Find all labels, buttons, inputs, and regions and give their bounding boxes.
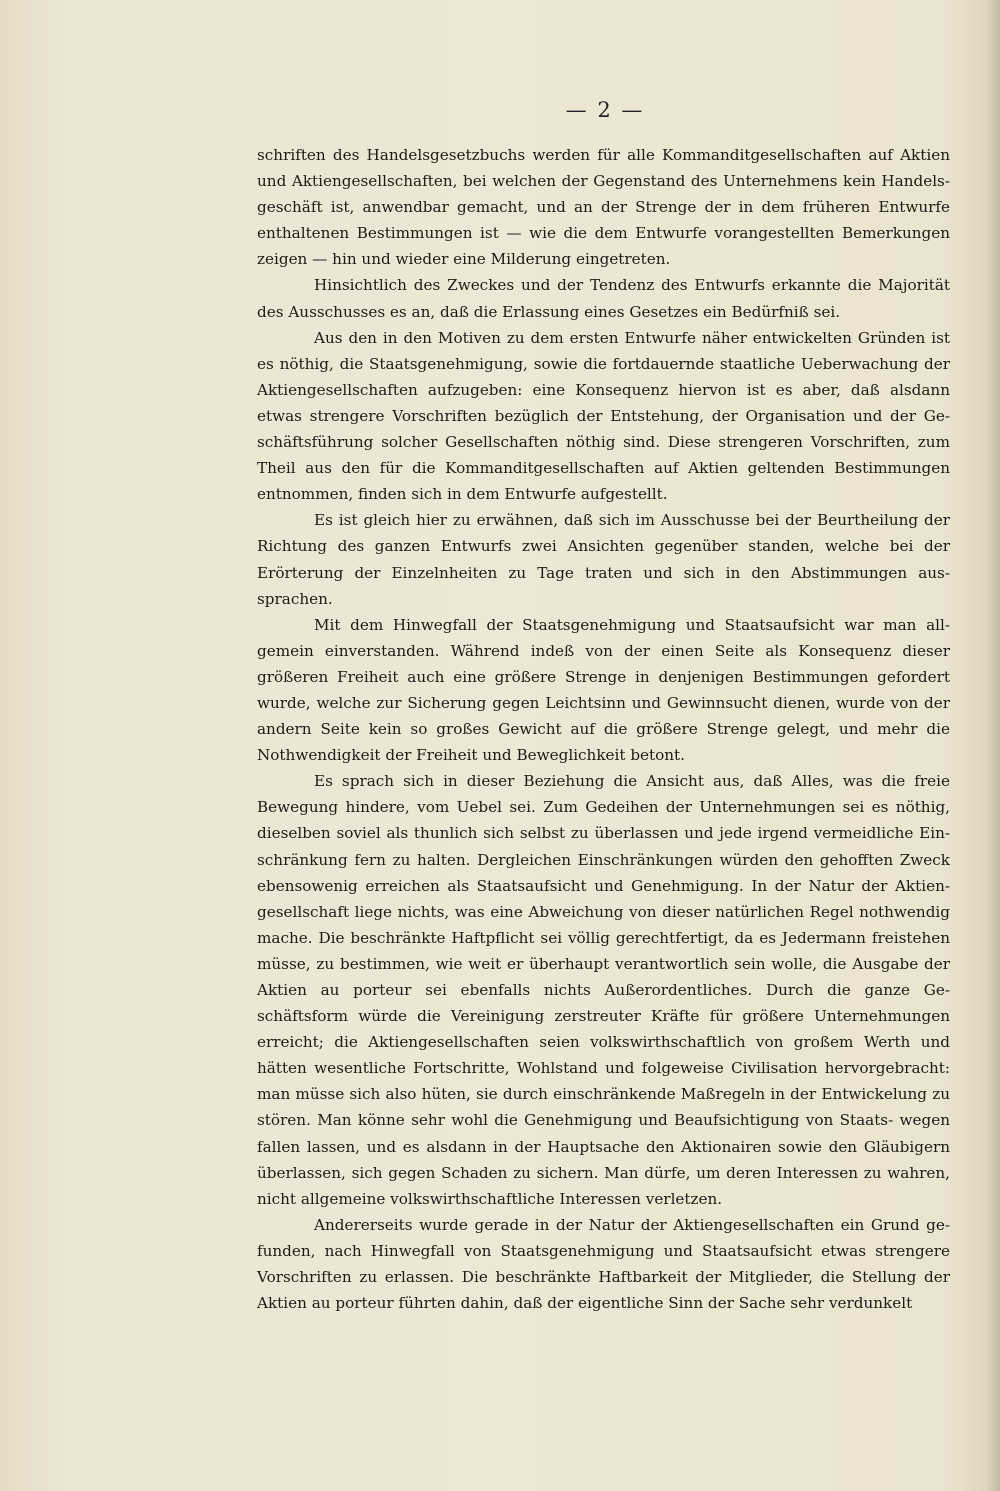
paragraph-5: Mit dem Hinwegfall der Staatsgenehmigung und Staatsaufsicht war man all- gemein einverstanden. Während indeß von der einen Seite als Konsequenz dieser größeren Freiheit auch eine größere Strenge in denjenigen Bestimmungen gefordert wurde, welche zur Sicherung gegen Leichtsinn und Gewinnsucht dienen, wurde von der andern Seite kein so großes Gewicht auf die größere Strenge gelegt, und mehr die Nothwendigkeit der Freiheit und Beweglichkeit betont.: [257, 615, 950, 765]
paragraph-3: Aus den in den Motiven zu dem ersten Entwurfe näher entwickelten Gründen ist es nöthig, die Staatsgenehmigung, sowie die fortdauernde staatliche Ueberwachung der Aktiengesellschaften aufzugeben: eine Konsequenz hiervon ist es aber, daß alsdann etwas strengere Vorschriften bezüglich der Entstehung, der Organisation und der Ge- schäftsführung solcher Gesellschaften nöthig sind. Diese strengeren Vorschriften, zum Theil aus den für die Kommanditgesellschaften auf Aktien geltenden Bestimmungen entnommen, finden sich in dem Entwurfe aufgestellt.: [257, 328, 950, 504]
page-number: — 2 —: [565, 98, 645, 122]
paragraph-1: schriften des Handelsgesetzbuchs werden für alle Kommanditgesellschaften auf Aktien und Aktiengesellschaften, bei welchen der Gegenstand des Unternehmens kein Handels- geschäft ist, anwendbar gemacht, und an der Strenge der in dem früheren Entwurfe enthaltenen Bestimmungen ist — wie die dem Entwurfe vorangestellten Bemerkungen zeigen — hin und wieder eine Milderung eingetreten.: [257, 146, 950, 269]
paragraph-7: Andererseits wurde gerade in der Natur der Aktiengesellschaften ein Grund ge- funden, nach Hinwegfall von Staatsgenehmigung und Staatsaufsicht etwas strengere Vorschriften zu erlassen. Die beschränkte Haftbarkeit der Mitglieder, die Stellung der Aktien au porteur führten dahin, daß der eigentliche Sinn der Sache sehr verdunkelt: [257, 1215, 950, 1313]
paragraph-4: Es ist gleich hier zu erwähnen, daß sich im Ausschusse bei der Beurtheilung der Richtung des ganzen Entwurfs zwei Ansichten gegenüber standen, welche bei der Erörterung der Einzelnheiten zu Tage traten und sich in den Abstimmungen aus- sprachen.: [257, 511, 950, 608]
page-edge-shadow: [986, 0, 1000, 1491]
paragraph-2: Hinsichtlich des Zweckes und der Tendenz des Entwurfs erkannte die Majorität des Ausschusses es an, daß die Erlassung eines Gesetzes ein Bedürfniß sei.: [257, 276, 950, 321]
body-text: [257, 142, 950, 1316]
paragraph-6: Es sprach sich in dieser Beziehung die Ansicht aus, daß Alles, was die freie Bewegung hindere, vom Uebel sei. Zum Gedeihen der Unternehmungen sei es nöthig, dieselben soviel als thunlich sich selbst zu überlassen und jede irgend vermeidliche Ein- schränkung fern zu halten. Dergleichen Einschränkungen würden den gehofften Zweck ebensowenig erreichen als Staatsaufsicht und Genehmigung. In der Natur der Aktien- gesellschaft liege nichts, was eine Abweichung von dieser natürlichen Regel nothwendig mache. Die beschränkte Haftpflicht sei völlig gerechtfertigt, da es Jedermann freistehen müsse, zu bestimmen, wie weit er überhaupt verantwortlich sein wolle, die Ausgabe der Aktien au porteur sei ebenfalls nichts Außerordentliches. Durch die ganze Ge- schäftsform würde die Vereinigung zerstreuter Kräfte für größere Unternehmungen erreicht; die Aktiengesellschaften seien volkswirthschaftlich von großem Werth und hätten wesentliche Fortschritte, Wohlstand und folgeweise Civilisation hervorgebracht: man müsse sich also hüten, sie durch einschränkende Maßregeln in der Entwickelung zu stören. Man könne sehr wohl die Genehmigung und Beaufsichtigung von Staats- wegen fallen lassen, und es alsdann in der Hauptsache den Aktionairen sowie den Gläubigern überlassen, sich gegen Schaden zu sichern. Man dürfe, um deren Interessen zu wahren, nicht allgemeine volkswirthschaftliche Interessen verletzen.: [257, 772, 950, 1208]
